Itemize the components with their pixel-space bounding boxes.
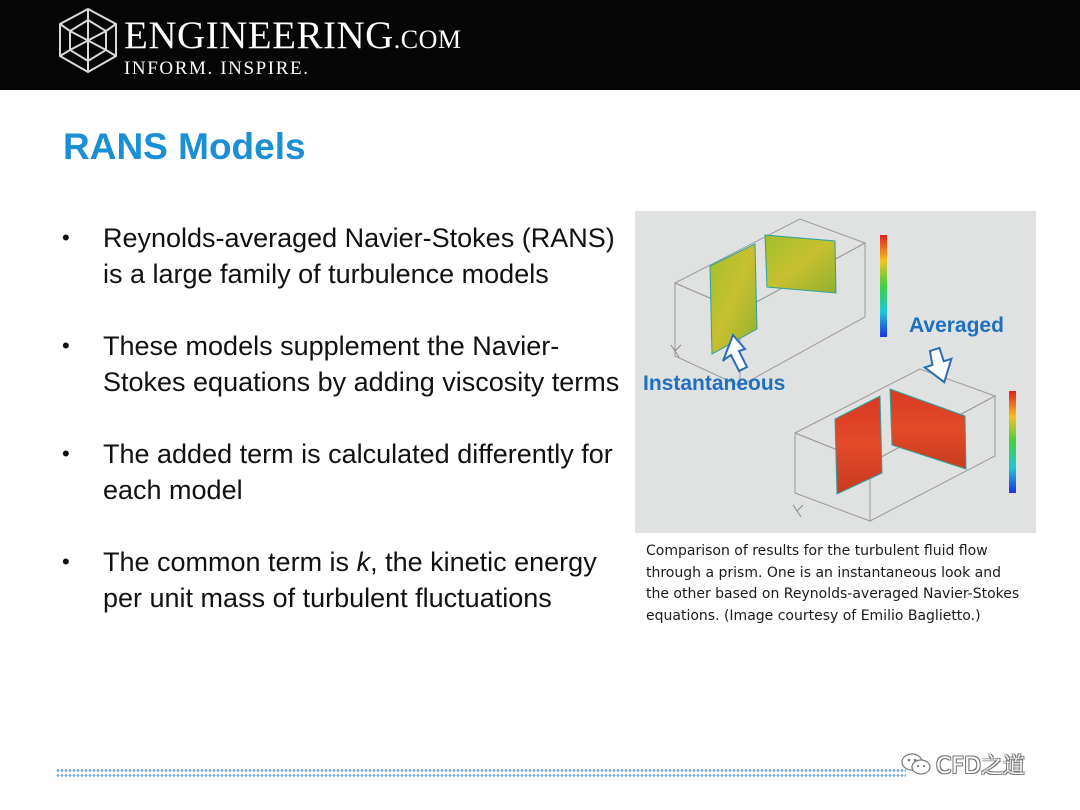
- brand-main: ENGINEERING: [124, 14, 394, 57]
- simulation-illustration: [635, 211, 1036, 533]
- color-scale-bottom: [1009, 391, 1016, 493]
- watermark: [900, 749, 1025, 779]
- bullet-text-before: The common term is: [103, 547, 357, 577]
- averaged-plane-right: [890, 389, 966, 469]
- bullet-item: • Reynolds-averaged Navier-Stokes (RANS) is a large family of turbulence models: [60, 220, 620, 292]
- bullet-item: • These models supplement the Navier-Stokes equations by adding viscosity terms: [60, 328, 620, 400]
- color-scale-top: [880, 235, 887, 337]
- brand-tagline: INFORM. INSPIRE.: [124, 58, 310, 79]
- brand-name: [124, 14, 462, 58]
- label-instantaneous: Instantaneous: [643, 372, 786, 395]
- figure-caption: Comparison of results for the turbulent fluid flow through a prism. One is an instantaneous look and the other based on Reynolds-averaged Navier-Stokes equations. (Image courtesy of Emilio Baglietto.): [646, 543, 1020, 624]
- wechat-icon: [900, 751, 932, 777]
- simulation-figure: [635, 211, 1036, 533]
- bullet-text-after: , the kinetic energy per unit mass of turbulent fluctuations: [103, 547, 597, 613]
- dotted-divider: [56, 768, 906, 778]
- averaged-plane-left: [835, 396, 882, 494]
- instantaneous-plane-right: [765, 235, 836, 293]
- bullet-text-italic: k: [356, 547, 371, 577]
- bullet-item: [60, 544, 620, 616]
- bullet-list: [60, 220, 620, 652]
- header-bar: [0, 0, 1080, 90]
- label-averaged: Averaged: [909, 314, 1004, 337]
- watermark-text: CFD之道: [936, 753, 1025, 779]
- axis-triad-icon: [671, 345, 803, 517]
- slide-title: RANS Models: [63, 126, 306, 167]
- brand-suffix: .COM: [393, 25, 462, 54]
- geodesic-sphere-icon: [54, 6, 122, 76]
- bullet-item: • The added term is calculated differently for each model: [60, 436, 620, 508]
